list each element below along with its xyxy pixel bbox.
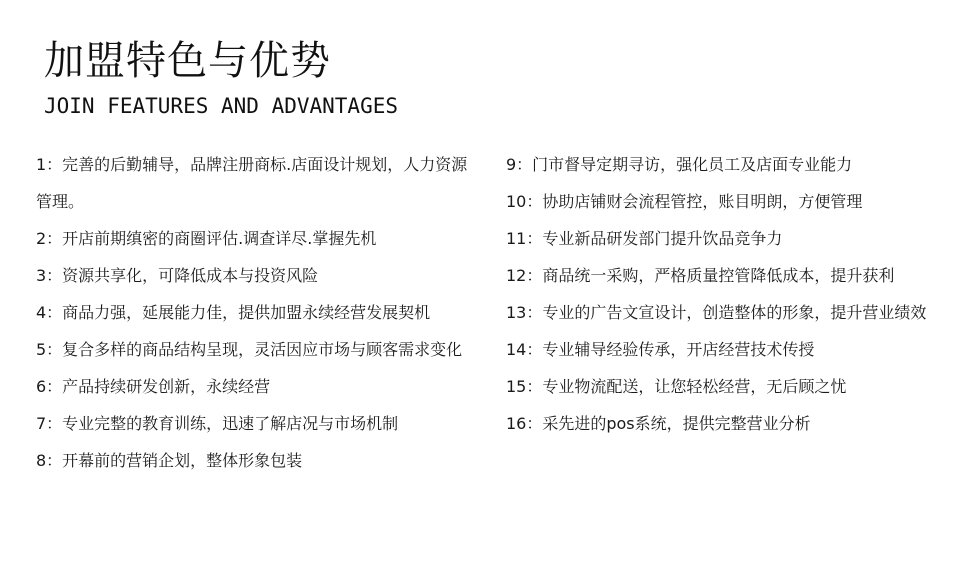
feature-item-13: 13：专业的广告文宣设计，创造整体的形象，提升营业绩效 [506,303,927,322]
feature-item-2: 2：开店前期缜密的商圈评估.调查详尽.掌握先机 [36,229,377,248]
feature-item-1: 1：完善的后勤辅导，品牌注册商标.店面设计规划，人力资源管理。 [36,155,468,211]
feature-item-8: 8：开幕前的营销企划，整体形象包装 [36,451,303,470]
feature-item-14: 14：专业辅导经验传承，开店经营技术传授 [506,340,815,359]
feature-item-7: 7：专业完整的教育训练，迅速了解店况与市场机制 [36,414,399,433]
features-list-right [506,146,942,442]
feature-item-11: 11：专业新品研发部门提升饮品竞争力 [506,229,783,248]
feature-item-5: 5：复合多样的商品结构呈现，灵活因应市场与顾客需求变化 [36,340,463,359]
feature-item-12: 12：商品统一采购，严格质量控管降低成本，提升获利 [506,266,895,285]
feature-item-4: 4：商品力强，延展能力佳，提供加盟永续经营发展契机 [36,303,431,322]
feature-item-15: 15：专业物流配送，让您轻松经营，无后顾之忧 [506,377,847,396]
page-subtitle: JOIN FEATURES AND ADVANTAGES [44,94,399,118]
feature-item-10: 10：协助店铺财会流程管控，账目明朗，方便管理 [506,192,863,211]
page-title: 加盟特色与优势 [44,38,331,84]
features-list-left [36,146,482,479]
feature-item-3: 3：资源共享化，可降低成本与投资风险 [36,266,319,285]
feature-item-6: 6：产品持续研发创新，永续经营 [36,377,271,396]
feature-item-9: 9：门市督导定期寻访，强化员工及店面专业能力 [506,155,853,174]
feature-item-16: 16：采先进的pos系统，提供完整营业分析 [506,414,811,433]
